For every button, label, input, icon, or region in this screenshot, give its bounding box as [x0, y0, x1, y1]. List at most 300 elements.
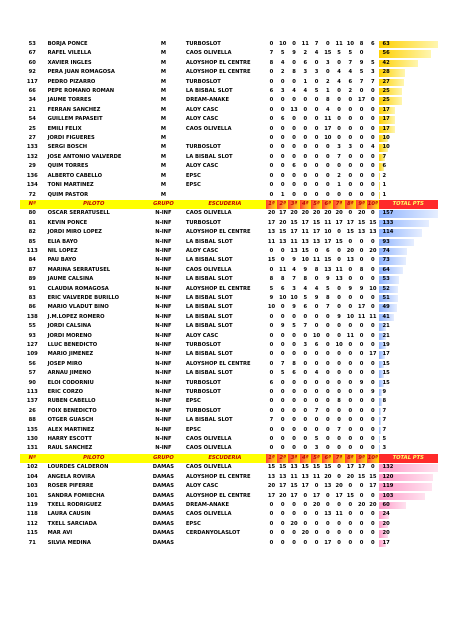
table-row	[20, 501, 438, 510]
round-points: 0	[292, 97, 296, 104]
driver-team: CAOS OLIVELLA	[185, 511, 232, 518]
table-row	[20, 115, 438, 124]
driver-team: LA BISBAL SLOT	[185, 313, 233, 320]
round-points: 0	[314, 116, 319, 123]
total-points-cell	[379, 266, 439, 275]
round-points: 0	[292, 539, 296, 546]
driver-group: N-INF	[155, 257, 172, 264]
total-points: 17	[382, 125, 390, 132]
round-points: 15	[335, 238, 343, 245]
round-points: 0	[292, 116, 296, 123]
total-points-cell	[379, 219, 439, 228]
round-points: 10	[267, 304, 276, 311]
round-points: 15	[346, 492, 354, 499]
driver-team: LA BISBAL SLOT	[185, 257, 233, 264]
header-row	[20, 200, 438, 209]
round-points: 0	[292, 172, 296, 179]
driver-name: KEVIN PONCE	[47, 219, 88, 226]
total-points-cell	[379, 322, 439, 331]
round-points: 17	[335, 492, 343, 499]
round-points: 3	[303, 69, 308, 76]
round-points: 0	[269, 163, 274, 170]
driver-number: 34	[28, 97, 36, 104]
driver-number: 133	[26, 144, 38, 151]
round-points: 0	[371, 191, 375, 198]
round-points: 17	[357, 97, 366, 104]
total-points-cell	[379, 153, 439, 162]
round-points: 0	[314, 417, 319, 424]
round-points: 15	[267, 464, 276, 471]
driver-name: JORDI MIRO LOPEZ	[47, 229, 102, 236]
round-points: 15	[324, 464, 332, 471]
driver-team: LA BISBAL SLOT	[185, 153, 233, 160]
total-points-cell	[379, 520, 439, 529]
round-points: 13	[301, 238, 309, 245]
round-points: 8	[359, 41, 364, 47]
round-points: 0	[314, 483, 319, 490]
round-points: 13	[324, 511, 332, 518]
driver-group: M	[160, 182, 166, 189]
round-points: 0	[359, 247, 364, 254]
driver-name: QUIM PASTOR	[47, 191, 89, 198]
round-points: 9	[371, 389, 375, 396]
round-points: 0	[292, 426, 296, 433]
round-points: 0	[314, 520, 319, 527]
driver-group: DAMAS	[152, 511, 175, 518]
round-points: 0	[292, 389, 296, 396]
driver-group: M	[160, 59, 166, 66]
driver-name: RUBEN CABELLO	[47, 398, 96, 405]
table-row	[20, 482, 438, 491]
round-points: 0	[325, 172, 330, 179]
driver-name: NIL LOPEZ	[47, 247, 78, 254]
round-points: 0	[371, 398, 375, 405]
round-points: 0	[269, 501, 274, 508]
round-points: 15	[312, 219, 321, 226]
round-points: 0	[303, 163, 308, 170]
round-points: 4	[292, 266, 296, 273]
driver-number: 109	[26, 351, 38, 358]
round-points: 0	[269, 445, 274, 452]
driver-name: JAUME CALSINA	[47, 276, 94, 283]
table-row	[20, 435, 438, 444]
round-points: 0	[325, 191, 330, 198]
driver-team: TURBOSLOT	[185, 78, 221, 85]
round-points: 0	[359, 370, 364, 377]
driver-number: 103	[26, 483, 38, 490]
driver-group: N-INF	[155, 238, 172, 245]
round-points: 11	[335, 41, 343, 47]
round-points: 11	[312, 473, 321, 480]
round-points: 0	[269, 539, 274, 546]
round-points: 0	[337, 379, 341, 386]
driver-team: LA BISBAL SLOT	[185, 351, 233, 358]
round-points: 0	[325, 144, 330, 151]
round-points: 0	[280, 398, 285, 405]
round-points: 0	[359, 163, 364, 170]
round-points: 0	[359, 116, 364, 123]
table-row	[20, 209, 438, 218]
round-points: 0	[314, 539, 319, 546]
round-points: 20	[267, 210, 276, 217]
round-points: 0	[280, 125, 285, 132]
total-points-cell	[379, 501, 439, 510]
round-points: 0	[348, 106, 353, 113]
header-round: 4ª	[300, 200, 311, 209]
round-points: 6	[280, 116, 285, 123]
header-round: 10ª	[367, 454, 378, 463]
round-points: 6	[371, 41, 375, 47]
total-points-cell	[379, 49, 439, 58]
round-points: 0	[269, 370, 274, 377]
round-points: 9	[303, 266, 308, 273]
round-points: 0	[269, 153, 274, 160]
driver-team: EPSC	[185, 398, 201, 405]
total-points-cell	[379, 96, 439, 105]
round-points: 4	[292, 88, 296, 95]
round-points: 0	[359, 153, 364, 160]
round-points: 20	[357, 210, 366, 217]
total-points: 56	[382, 50, 390, 57]
header-row	[20, 454, 438, 463]
round-points: 0	[292, 417, 296, 424]
driver-name: J.M.LOPEZ ROMERO	[47, 313, 105, 320]
header-round: 1ª	[266, 200, 277, 209]
round-points: 9	[337, 313, 341, 320]
standings-body	[20, 40, 438, 548]
round-points: 0	[359, 182, 364, 189]
driver-number: 71	[28, 539, 36, 546]
round-points: 7	[337, 153, 341, 160]
round-points: 20	[324, 473, 332, 480]
driver-group: M	[160, 163, 166, 170]
header-round: 3ª	[288, 454, 299, 463]
total-points-cell	[379, 482, 439, 491]
round-points: 0	[280, 407, 285, 414]
round-points: 0	[303, 153, 308, 160]
driver-name: ROSER PIFERRE	[47, 483, 94, 490]
round-points: 8	[303, 276, 308, 283]
round-points: 20	[369, 247, 377, 254]
round-points: 0	[303, 172, 308, 179]
driver-group: N-INF	[155, 332, 172, 339]
driver-name: JOSEP MIRO	[47, 360, 83, 367]
total-points-cell	[379, 285, 439, 294]
round-points: 8	[314, 266, 319, 273]
round-points: 5	[359, 69, 364, 76]
round-points: 0	[280, 436, 285, 443]
header-round: 7ª	[333, 454, 344, 463]
driver-group: N-INF	[155, 426, 172, 433]
round-points: 11	[324, 116, 332, 123]
header-round: 4ª	[300, 454, 311, 463]
round-points: 17	[346, 464, 354, 471]
round-points: 0	[359, 436, 364, 443]
round-points: 6	[269, 88, 274, 95]
total-points-cell	[379, 247, 439, 256]
driver-team: CAOS OLIVELLA	[185, 464, 232, 471]
total-points: 9	[382, 389, 387, 396]
round-points: 0	[292, 501, 296, 508]
total-points: 7	[382, 407, 387, 414]
driver-name: LAURA CAUSIN	[47, 511, 91, 518]
round-points: 0	[269, 135, 274, 142]
round-points: 0	[303, 379, 308, 386]
total-points-cell	[379, 332, 439, 341]
round-points: 10	[346, 313, 354, 320]
round-points: 8	[292, 69, 296, 76]
round-points: 0	[348, 417, 353, 424]
round-points: 3	[337, 144, 341, 151]
table-row	[20, 426, 438, 435]
total-points-cell	[379, 162, 439, 171]
driver-name: HARRY ESCOTT	[47, 436, 92, 443]
driver-team: EPSC	[185, 426, 201, 433]
header-piloto: PILOTO	[45, 200, 143, 209]
total-points-cell	[379, 341, 439, 350]
round-points: 0	[325, 501, 330, 508]
table-row	[20, 416, 438, 425]
driver-name: LOURDES CALDERON	[47, 464, 109, 471]
round-points: 0	[337, 332, 341, 339]
round-points: 17	[279, 483, 287, 490]
driver-group: N-INF	[155, 351, 172, 358]
driver-number: 56	[28, 360, 36, 367]
round-points: 0	[348, 135, 353, 142]
round-points: 7	[314, 407, 319, 414]
round-points: 0	[280, 379, 285, 386]
round-points: 0	[337, 285, 341, 292]
driver-team	[184, 539, 266, 548]
round-points: 0	[292, 379, 296, 386]
round-points: 10	[335, 342, 343, 348]
round-points: 0	[292, 530, 296, 537]
round-points: 0	[269, 332, 274, 339]
round-points	[367, 49, 378, 58]
round-points: 0	[371, 426, 375, 433]
round-points: 10	[324, 135, 332, 142]
round-points: 0	[359, 294, 364, 301]
round-points: 11	[346, 332, 354, 339]
round-points: 11	[335, 511, 343, 518]
round-points: 0	[371, 257, 375, 264]
table-row	[20, 228, 438, 237]
round-points: 0	[269, 426, 274, 433]
round-points: 0	[280, 426, 285, 433]
total-points: 15	[382, 360, 390, 367]
round-points: 0	[359, 276, 364, 283]
round-points: 0	[303, 125, 308, 132]
total-points: 51	[382, 294, 390, 301]
driver-team: TURBOSLOT	[185, 144, 221, 151]
driver-name: ALEX MARTINEZ	[47, 426, 95, 433]
table-row	[20, 162, 438, 171]
driver-group: DAMAS	[152, 520, 175, 527]
round-points: 0	[314, 106, 319, 113]
round-points: 0	[325, 417, 330, 424]
driver-name: JOSE ANTONIO VALVERDE	[47, 153, 122, 160]
round-points: 0	[371, 153, 375, 160]
total-points-cell	[379, 256, 439, 265]
round-points: 15	[279, 229, 287, 236]
round-points: 13	[267, 473, 276, 480]
round-points: 15	[369, 219, 377, 226]
driver-number: 134	[26, 182, 38, 189]
total-points-bar	[379, 445, 380, 452]
round-points: 0	[303, 360, 308, 367]
round-points: 10	[312, 332, 321, 339]
driver-group: M	[160, 78, 166, 85]
driver-team: ALOY CASC	[185, 483, 219, 490]
table-row	[20, 78, 438, 87]
round-points: 17	[267, 219, 276, 226]
round-points: 0	[359, 520, 364, 527]
round-points: 0	[359, 332, 364, 339]
total-points-bar	[379, 192, 380, 199]
driver-name: TXELL RODRIGUEZ	[47, 501, 102, 508]
round-points: 9	[292, 304, 296, 311]
round-points: 5	[348, 50, 353, 57]
round-points: 0	[337, 407, 341, 414]
round-points: 0	[348, 539, 353, 546]
driver-name: CLAUDIA ROMAGOSA	[47, 285, 109, 292]
driver-team: TURBOSLOT	[185, 389, 221, 396]
header-round: 6ª	[322, 200, 333, 209]
round-points: 4	[337, 78, 341, 85]
driver-group: M	[160, 125, 166, 132]
round-points: 0	[280, 313, 285, 320]
round-points: 2	[280, 69, 285, 76]
round-points: 0	[371, 88, 375, 95]
round-points: 0	[269, 247, 274, 254]
total-points: 7	[382, 426, 387, 433]
round-points: 0	[325, 530, 330, 537]
round-points: 1	[337, 182, 341, 189]
round-points: 0	[337, 294, 341, 301]
round-points: 0	[359, 191, 364, 198]
round-points: 0	[303, 313, 308, 320]
round-points: 0	[292, 144, 296, 151]
round-points: 13	[324, 266, 332, 273]
header-num: Nº	[20, 454, 45, 463]
round-points: 0	[280, 135, 285, 142]
driver-number: 113	[26, 247, 38, 254]
table-row	[20, 191, 438, 200]
round-points: 0	[314, 426, 319, 433]
driver-group: N-INF	[155, 445, 172, 452]
round-points: 0	[280, 520, 285, 527]
total-points-cell	[379, 78, 439, 87]
total-points-cell	[379, 125, 439, 134]
table-row	[20, 510, 438, 519]
round-points: 13	[312, 238, 321, 245]
driver-group: M	[160, 50, 166, 57]
round-points: 17	[324, 125, 332, 132]
driver-name: SERGI BOSCH	[47, 144, 88, 151]
total-points-cell	[379, 463, 439, 472]
round-points: 0	[303, 398, 308, 405]
total-points: 6	[382, 163, 387, 170]
driver-number: 138	[26, 313, 38, 320]
round-points: 15	[357, 473, 366, 480]
round-points: 15	[290, 483, 298, 490]
round-points: 7	[292, 276, 296, 283]
total-points-cell	[379, 397, 439, 406]
round-points: 0	[359, 511, 364, 518]
total-points: 132	[382, 464, 394, 471]
table-row	[20, 87, 438, 96]
round-points: 0	[303, 407, 308, 414]
round-points: 0	[325, 153, 330, 160]
total-points-cell	[379, 350, 439, 359]
driver-name: QUIM TORRES	[47, 163, 89, 170]
driver-number: 137	[26, 398, 38, 405]
round-points: 0	[371, 436, 375, 443]
round-points: 0	[359, 407, 364, 414]
round-points: 0	[280, 389, 285, 396]
table-row	[20, 285, 438, 294]
round-points: 13	[279, 473, 287, 480]
round-points: 0	[371, 125, 375, 132]
round-points: 0	[314, 276, 319, 283]
total-points: 19	[382, 342, 390, 348]
round-points: 10	[301, 257, 309, 264]
driver-group: N-INF	[155, 389, 172, 396]
header-grupo: GRUPO	[143, 200, 184, 209]
round-points: 4	[325, 106, 330, 113]
total-points-cell	[379, 416, 439, 425]
driver-group: M	[160, 144, 166, 151]
round-points: 11	[369, 313, 377, 320]
driver-name: ERIC VALVERDE BURILLO	[47, 294, 120, 301]
driver-number: 88	[28, 417, 36, 424]
driver-number: 112	[26, 520, 38, 527]
round-points: 0	[303, 370, 308, 377]
driver-group: N-INF	[155, 323, 172, 330]
round-points: 4	[314, 285, 319, 292]
round-points: 0	[348, 125, 353, 132]
round-points: 8	[337, 398, 341, 405]
header-round: 7ª	[333, 200, 344, 209]
round-points: 0	[325, 398, 330, 405]
driver-number: 127	[26, 342, 38, 348]
round-points: 0	[337, 88, 341, 95]
round-points: 7	[348, 59, 353, 66]
driver-team: LA BISBAL SLOT	[185, 294, 233, 301]
round-points: 9	[325, 276, 330, 283]
table-row	[20, 444, 438, 453]
driver-number: 26	[28, 407, 36, 414]
round-points: 0	[348, 276, 353, 283]
driver-number: 101	[26, 492, 38, 499]
total-points: 8	[382, 398, 387, 405]
round-points: 0	[314, 323, 319, 330]
round-points: 9	[280, 323, 285, 330]
driver-name: FERRAN SANCHEZ	[47, 106, 101, 113]
round-points: 0	[337, 116, 341, 123]
table-row	[20, 303, 438, 312]
total-points: 3	[382, 445, 387, 452]
round-points: 0	[303, 520, 308, 527]
round-points: 0	[337, 539, 341, 546]
round-points: 17	[357, 304, 366, 311]
round-points: 2	[303, 50, 308, 57]
round-points: 0	[280, 144, 285, 151]
total-points-cell	[379, 87, 439, 96]
driver-group: M	[160, 116, 166, 123]
round-points: 0	[325, 182, 330, 189]
round-points: 5	[280, 50, 285, 57]
